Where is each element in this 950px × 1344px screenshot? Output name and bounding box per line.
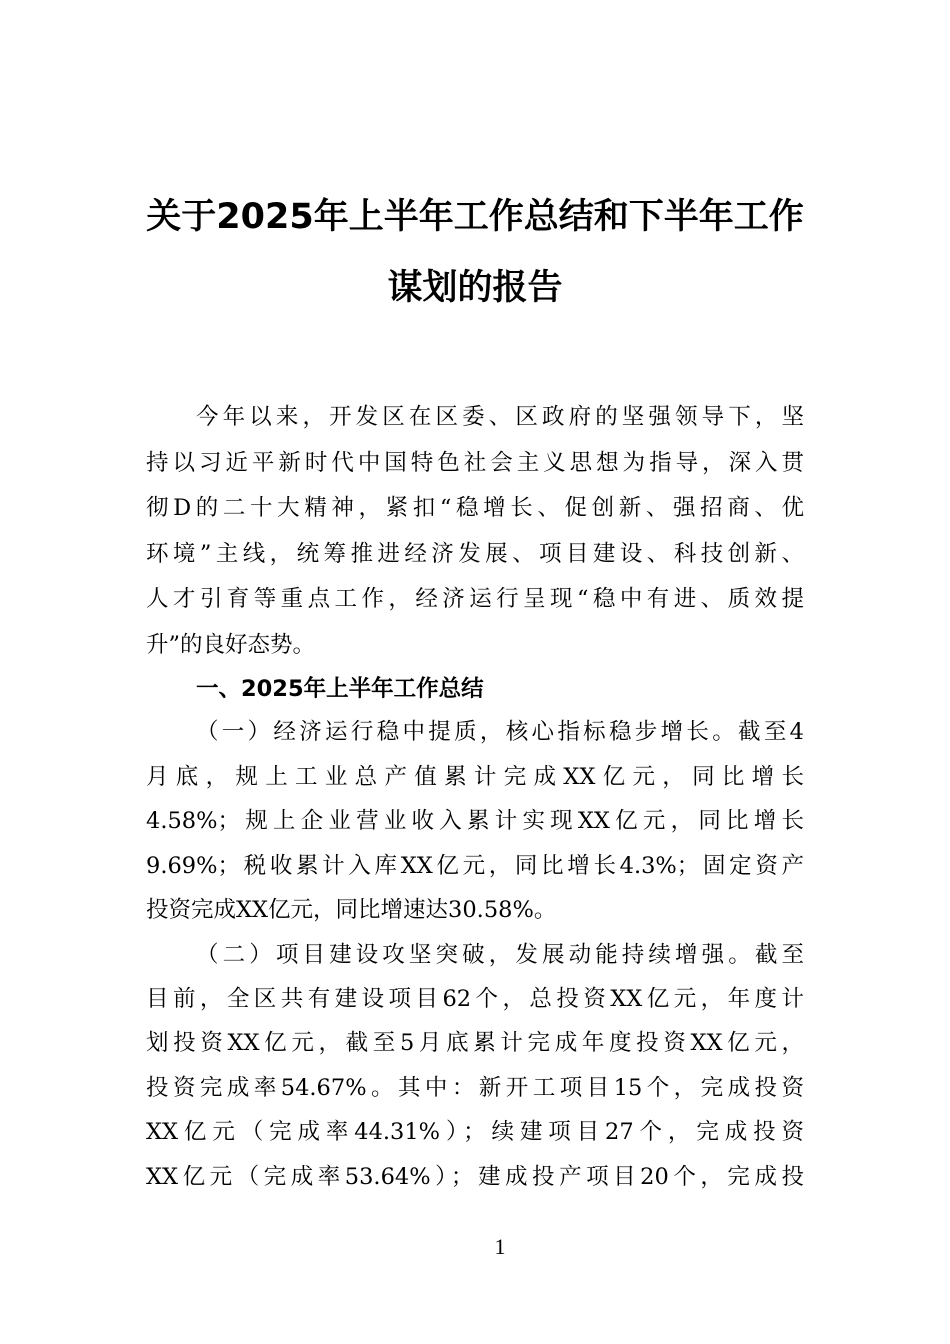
intro-line-4: 环境”主线，统筹推进经济发展、项目建设、科技创新、: [146, 541, 804, 567]
page-number: 1: [494, 1234, 506, 1259]
para1-line-1: （一）经济运行稳中提质，核心指标稳步增长。截至4: [196, 719, 804, 745]
para1-line-4: 9.69%；税收累计入库XX亿元，同比增长4.3%；固定资产: [146, 853, 804, 879]
intro-line-6: 升”的良好态势。: [146, 632, 316, 658]
para2-line-2: 目前，全区共有建设项目62个，总投资XX亿元，年度计: [146, 986, 804, 1012]
intro-line-1: 今年以来，开发区在区委、区政府的坚强领导下，坚: [196, 404, 804, 430]
intro-line-2: 持以习近平新时代中国特色社会主义思想为指导，深入贯: [146, 450, 804, 476]
intro-line-5: 人才引育等重点工作，经济运行呈现“稳中有进、质效提: [146, 586, 804, 612]
para1-line-2: 月底，规上工业总产值累计完成XX亿元，同比增长: [146, 764, 804, 790]
intro-line-3: 彻D的二十大精神，紧扣“稳增长、促创新、强招商、优: [146, 495, 804, 521]
section-heading-1: 一、2025年上半年工作总结: [196, 676, 484, 702]
para1-line-5: 投资完成XX亿元，同比增速达30.58%。: [146, 897, 557, 923]
para2-line-3: 划投资XX亿元，截至5月底累计完成年度投资XX亿元，: [146, 1030, 804, 1056]
para2-line-1: （二）项目建设攻坚突破，发展动能持续增强。截至: [196, 942, 804, 968]
para2-line-6: XX亿元（完成率53.64%）；建成投产项目20个，完成投: [146, 1164, 804, 1190]
document-title-line-2: 谋划的报告: [387, 268, 563, 308]
document-title-line-1: 关于2025年上半年工作总结和下半年工作: [146, 197, 804, 237]
para1-line-3: 4.58%；规上企业营业收入累计实现XX亿元，同比增长: [146, 808, 804, 834]
para2-line-5: XX亿元（完成率44.31%）；续建项目27个，完成投资: [146, 1119, 804, 1145]
para2-line-4: 投资完成率54.67%。其中：新开工项目15个，完成投资: [146, 1075, 804, 1101]
